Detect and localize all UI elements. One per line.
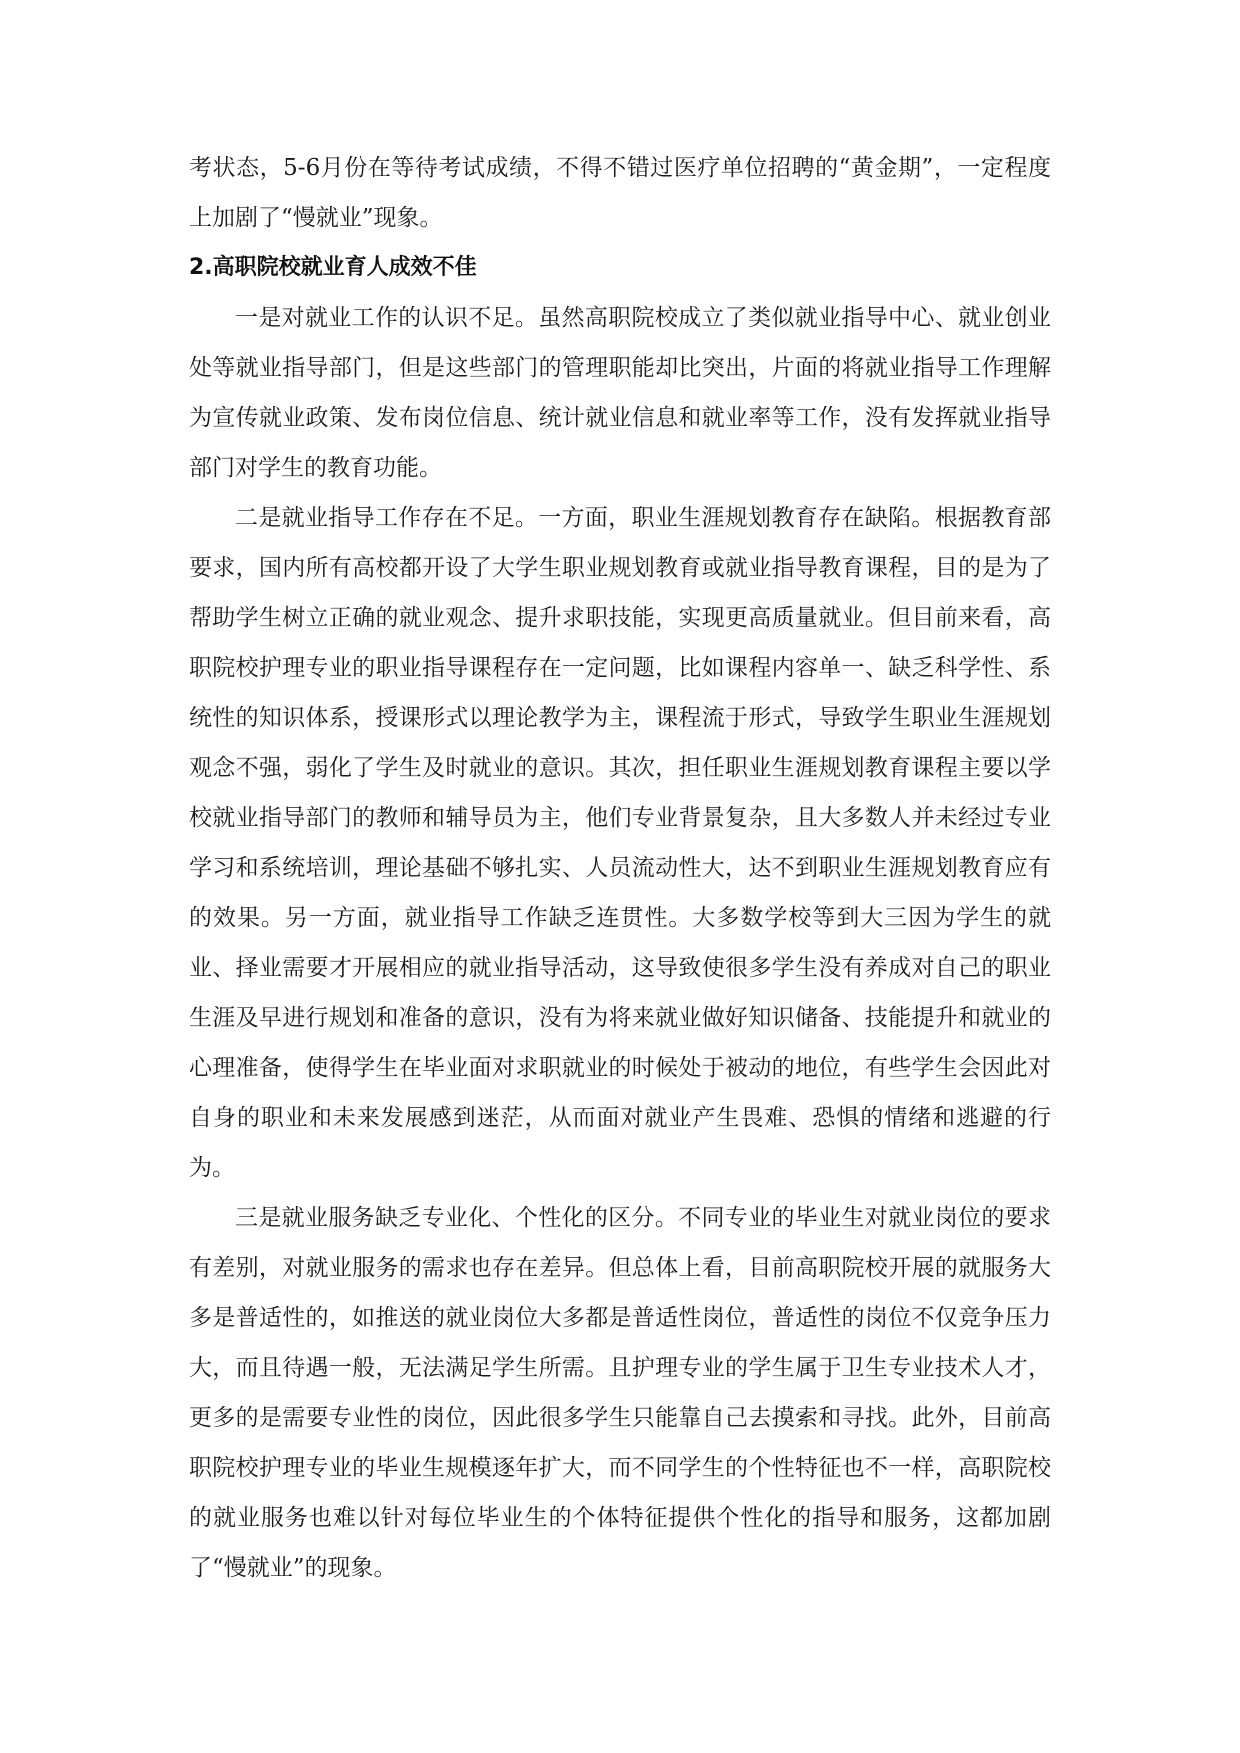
section-heading: 2.高职院校就业育人成效不佳 <box>189 255 477 280</box>
continuation-paragraph: 考状态，5-6月份在等待考试成绩，不得不错过医疗单位招聘的“黄金期”，一定程度上加剧了“慢就业”现象。 <box>189 155 1051 231</box>
body-paragraph-2: 二是就业指导工作存在不足。一方面，职业生涯规划教育存在缺陷。根据教育部要求，国内所有高校都开设了大学生职业规划教育或就业指导教育课程，目的是为了帮助学生树立正确的就业观念、提升求职技能，实现更高质量就业。但目前来看，高职院校护理专业的职业指导课程存在一定问题，比如课程内容单一、缺乏科学性、系统性的知识体系，授课形式以理论教学为主，课程流于形式，导致学生职业生涯规划观念不强，弱化了学生及时就业的意识。其次，担任职业生涯规划教育课程主要以学校就业指导部门的教师和辅导员为主，他们专业背景复杂，且大多数人并未经过专业学习和系统培训，理论基础不够扎实、人员流动性大，达不到职业生涯规划教育应有的效果。另一方面，就业指导工作缺乏连贯性。大多数学校等到大三因为学生的就业、择业需要才开展相应的就业指导活动，这导致使很多学生没有养成对自己的职业生涯及早进行规划和准备的意识，没有为将来就业做好知识储备、技能提升和就业的心理准备，使得学生在毕业面对求职就业的时候处于被动的地位，有些学生会因此对自身的职业和未来发展感到迷茫，从而面对就业产生畏难、恐惧的情绪和逃避的行为。 <box>189 505 1051 1181</box>
body-paragraph-1: 一是对就业工作的认识不足。虽然高职院校成立了类似就业指导中心、就业创业处等就业指导部门，但是这些部门的管理职能却比突出，片面的将就业指导工作理解为宣传就业政策、发布岗位信息、统计就业信息和就业率等工作，没有发挥就业指导部门对学生的教育功能。 <box>189 305 1051 481</box>
body-paragraph-3: 三是就业服务缺乏专业化、个性化的区分。不同专业的毕业生对就业岗位的要求有差别，对就业服务的需求也存在差异。但总体上看，目前高职院校开展的就服务大多是普适性的，如推送的就业岗位大多都是普适性岗位，普适性的岗位不仅竞争压力大，而且待遇一般，无法满足学生所需。且护理专业的学生属于卫生专业技术人才，更多的是需要专业性的岗位，因此很多学生只能靠自己去摸索和寻找。此外，目前高职院校护理专业的毕业生规模逐年扩大，而不同学生的个性特征也不一样，高职院校的就业服务也难以针对每位毕业生的个体特征提供个性化的指导和服务，这都加剧了“慢就业”的现象。 <box>189 1205 1051 1581</box>
document-page <box>189 143 1051 1593</box>
